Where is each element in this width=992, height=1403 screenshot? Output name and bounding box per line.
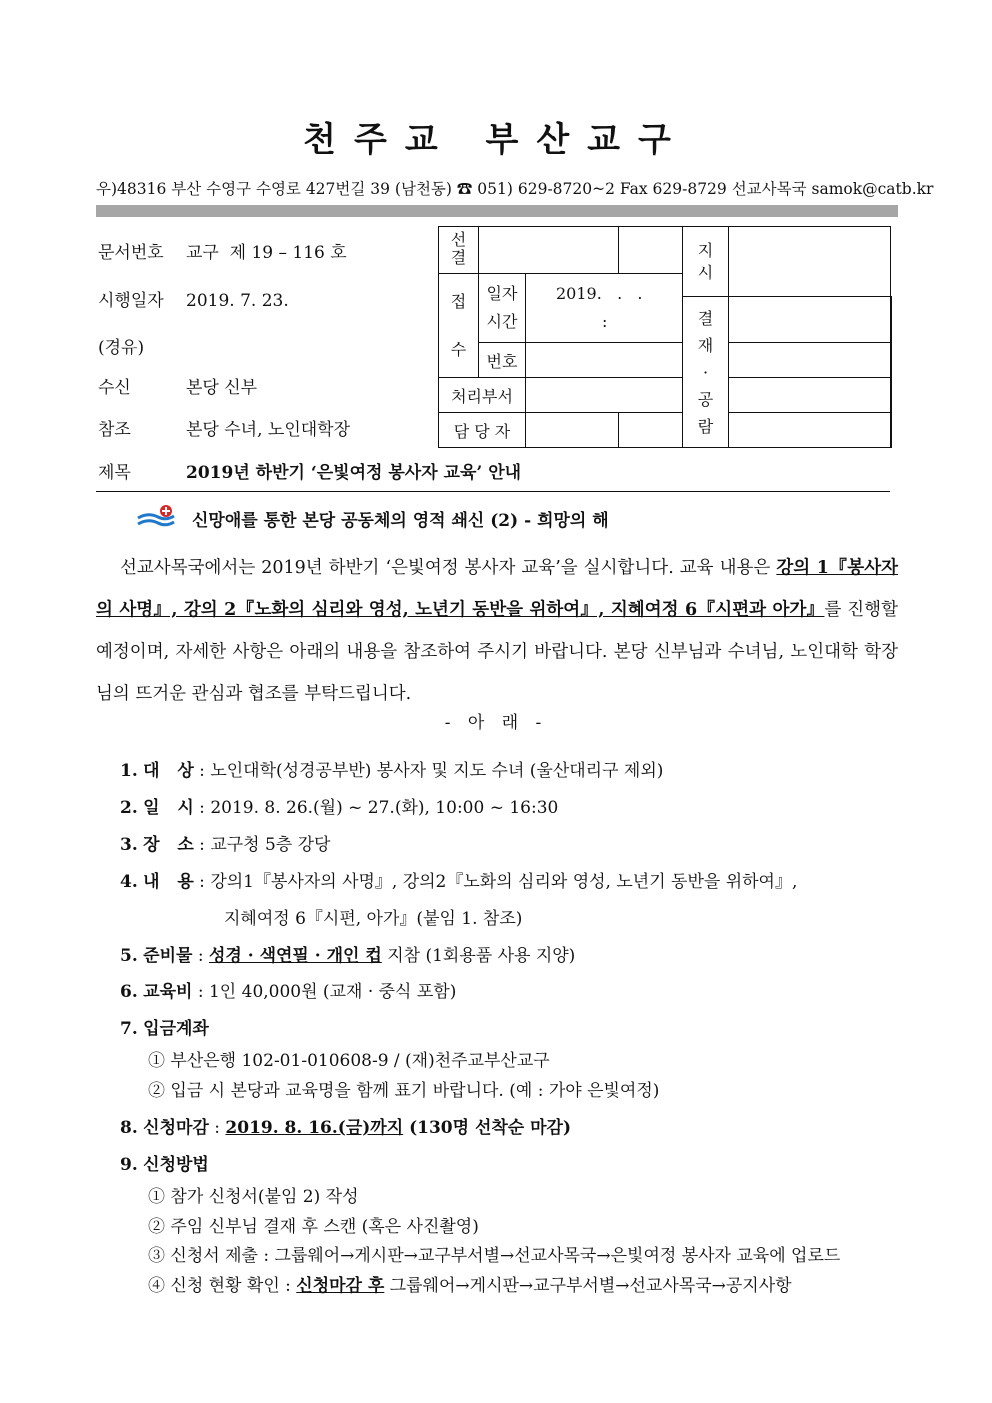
item-content-line2: 지혜여정 6『시편, 아가』(붙임 1. 참조): [224, 909, 523, 929]
method-step-3: ③ 신청서 제출 : 그룹웨어→게시판→교구부서별→선교사목국→은빛여정 봉사자 교육에 업로드: [148, 1246, 841, 1266]
reference-label: 참조: [98, 420, 131, 440]
details-heading: - 아 래 -: [444, 713, 548, 733]
issue-date-row: [98, 286, 289, 311]
recipient-label: 수신: [98, 378, 131, 398]
diocese-logo-icon: [136, 504, 176, 530]
item-datetime: 2. 일 시 : 2019. 8. 26.(월) ~ 27.(화), 10:00 ~ 16:30: [120, 798, 559, 818]
person-in-charge-cell-2: [619, 413, 683, 448]
approval-box: [438, 226, 892, 448]
item-venue: 3. 장 소 : 교구청 5층 강당: [120, 835, 331, 855]
approval-cell-c2: [891, 378, 892, 413]
subject-value: 2019년 하반기 ‘은빛여정 봉사자 교육’ 안내: [186, 463, 522, 483]
intro-text-2: 를 진행할 예정이며, 자세한 사항은 아래의 내용을 참조하여 주시기 바랍니다. 본당 신부님과 수녀님, 노인대학 학장님의 뜨거운 관심과 협조를 부탁드립니다.: [96, 600, 898, 704]
date-time-value: 2019. . . :: [526, 274, 683, 343]
doc-number-label: 문서번호: [98, 243, 164, 263]
account-line-1: ① 부산은행 102-01-010608-9 / (재)천주교부산교구: [148, 1051, 550, 1071]
sender-address: 우)48316 부산 수영구 수영로 427번길 39 (남천동) ☎ 051) 629-8720~2 Fax 629-8729 선교사목국 samok@catb.kr: [96, 180, 934, 198]
intro-text-1: 선교사목국에서는 2019년 하반기 ‘은빛여정 봉사자 교육’을 실시합니다. 교육 내용은: [120, 558, 777, 578]
method-step-1: ① 참가 신청서(붙임 2) 작성: [148, 1187, 359, 1207]
approval-cell-d2: [891, 413, 892, 448]
intro-course-list: 강의 1『봉사자의 사명』, 강의 2『노화의 심리와 영성, 노년기 동반을 위하여』, 지혜여정 6『시편과 아가』: [96, 558, 899, 620]
approval-cell-d1: [729, 413, 891, 448]
approval-cell-a1: [729, 297, 891, 343]
doc-number-row: [98, 238, 347, 263]
approval-cell-c1: [729, 378, 891, 413]
handling-dept-label: 처리부서: [439, 378, 526, 413]
jisi-label: 지시: [683, 227, 729, 297]
item-deadline: 8. 신청마감 : 2019. 8. 16.(금)까지 (130명 선착순 마감): [120, 1118, 572, 1138]
jeopsu-label: 접수: [439, 274, 479, 378]
method-step-2: ② 주임 신부님 결재 후 스캔 (혹은 사진촬영): [148, 1217, 479, 1237]
handling-dept-cell: [526, 378, 683, 413]
item-supplies: 5. 준비물 : 성경 · 색연필 · 개인 컵 지참 (1회용품 사용 지양): [120, 946, 576, 966]
person-in-charge-cell: [526, 413, 619, 448]
account-line-2: ② 입금 시 본당과 교육명을 함께 표기 바랍니다. (예 : 가야 은빛여정): [148, 1081, 660, 1101]
method-step-4: ④ 신청 현황 확인 : 신청마감 후 그룹웨어→게시판→교구부서별→선교사목국→공지사항: [148, 1276, 792, 1296]
intro-paragraph: [96, 547, 898, 715]
item-method: 9. 신청방법: [120, 1155, 209, 1175]
subject-divider: [96, 491, 890, 492]
number-cell: [526, 343, 683, 378]
via-row: [98, 333, 144, 358]
seongyeol-cell: [479, 227, 619, 274]
doc-number-value: 교구 제 19 – 116 호: [186, 243, 347, 263]
reference-row: [98, 415, 350, 440]
document-title: 천주교 부산교구: [303, 120, 689, 160]
issue-date-value: 2019. 7. 23.: [186, 291, 289, 311]
via-label: (경유): [98, 338, 145, 358]
issue-date-label: 시행일자: [98, 291, 164, 311]
item-content: 4. 내 용 : 강의1『봉사자의 사명』, 강의2『노화의 심리와 영성, 노년기 동반을 위하여』,: [120, 872, 798, 892]
annual-theme: [136, 504, 609, 534]
recipient-row: [98, 373, 257, 398]
subject-label: 제목: [98, 463, 131, 483]
number-label: 번호: [479, 343, 526, 378]
theme-text: 신망애를 통한 본당 공동체의 영적 쇄신 (2) - 희망의 해: [192, 511, 609, 531]
seongyeol-label: 선결: [439, 227, 479, 274]
jisi-cell: [729, 227, 891, 297]
item-account: 7. 입금계좌: [120, 1019, 209, 1039]
recipient-value: 본당 신부: [186, 378, 258, 398]
person-in-charge-label: 담 당 자: [439, 413, 526, 448]
approval-cell-a2: [891, 297, 892, 343]
subject-row: [98, 458, 521, 483]
header-divider-bar: [96, 205, 898, 217]
approval-cell-b1: [729, 343, 891, 378]
approval-cell-b2: [891, 343, 892, 378]
seongyeol-cell-2: [619, 227, 683, 274]
gyeoljae-label: 결재·공람: [683, 297, 729, 448]
reference-value: 본당 수녀, 노인대학장: [186, 420, 351, 440]
date-time-label: 일자 시간: [479, 274, 526, 343]
item-target: 1. 대 상 : 노인대학(성경공부반) 봉사자 및 지도 수녀 (울산대리구 제외): [120, 761, 664, 781]
item-fee: 6. 교육비 : 1인 40,000원 (교재 · 중식 포함): [120, 982, 457, 1002]
